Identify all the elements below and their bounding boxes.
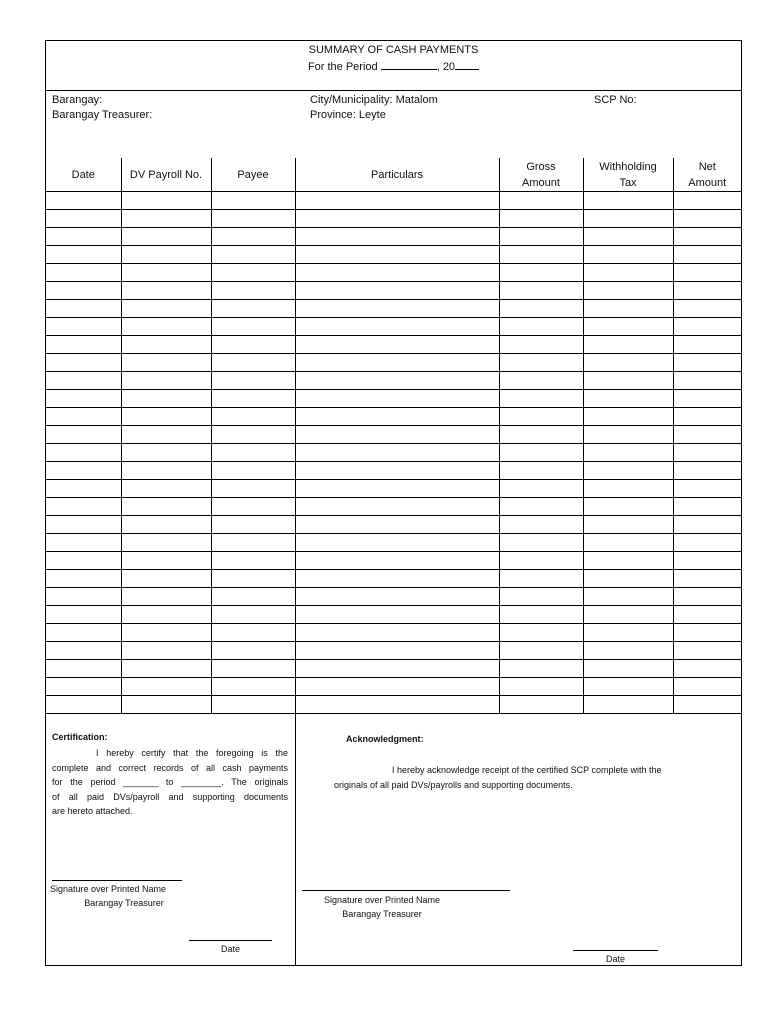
table-cell[interactable]: [295, 444, 499, 462]
table-cell[interactable]: [46, 642, 121, 660]
table-cell[interactable]: [499, 498, 583, 516]
certification-line: are hereto attached.: [52, 806, 133, 816]
treasurer-label: Barangay Treasurer:: [52, 109, 153, 121]
table-cell[interactable]: [583, 480, 673, 498]
table-cell[interactable]: [673, 696, 741, 714]
table-cell[interactable]: [583, 642, 673, 660]
table-cell[interactable]: [121, 408, 211, 426]
table-cell[interactable]: [295, 624, 499, 642]
table-cell[interactable]: [499, 678, 583, 696]
table-cell[interactable]: [583, 354, 673, 372]
table-cell[interactable]: [499, 354, 583, 372]
table-row: [46, 372, 741, 390]
table-cell[interactable]: [673, 606, 741, 624]
table-cell[interactable]: [295, 678, 499, 696]
table-cell[interactable]: [211, 588, 295, 606]
table-cell[interactable]: [295, 696, 499, 714]
table-cell[interactable]: [121, 336, 211, 354]
table-cell[interactable]: [121, 300, 211, 318]
table-row: [46, 660, 741, 678]
table-cell[interactable]: [499, 552, 583, 570]
table-cell[interactable]: [499, 480, 583, 498]
table-cell[interactable]: [499, 588, 583, 606]
table-cell[interactable]: [499, 570, 583, 588]
table-row: [46, 246, 741, 264]
table-row: [46, 462, 741, 480]
table-cell[interactable]: [211, 246, 295, 264]
table-cell[interactable]: [673, 498, 741, 516]
table-cell[interactable]: [295, 336, 499, 354]
certification-date-line[interactable]: [189, 940, 272, 941]
table-cell[interactable]: [499, 192, 583, 210]
table-row: [46, 210, 741, 228]
acknowledgment-date-label: Date: [605, 954, 625, 964]
table-cell[interactable]: [295, 210, 499, 228]
column-header: [583, 158, 673, 192]
table-cell[interactable]: [583, 552, 673, 570]
table-cell[interactable]: [46, 480, 121, 498]
table-cell[interactable]: [211, 282, 295, 300]
table-cell[interactable]: [121, 534, 211, 552]
table-row: [46, 390, 741, 408]
table-cell[interactable]: [295, 660, 499, 678]
table-cell[interactable]: [211, 534, 295, 552]
table-cell[interactable]: [121, 696, 211, 714]
table-cell[interactable]: [211, 462, 295, 480]
table-cell[interactable]: [46, 660, 121, 678]
year-blank[interactable]: [455, 59, 479, 70]
table-cell[interactable]: [295, 300, 499, 318]
table-cell[interactable]: [583, 390, 673, 408]
table-cell[interactable]: [673, 462, 741, 480]
table-cell[interactable]: [211, 390, 295, 408]
table-row: [46, 570, 741, 588]
table-cell[interactable]: [46, 372, 121, 390]
column-header-line1: Withholding: [599, 160, 657, 173]
table-cell[interactable]: [583, 336, 673, 354]
table-cell[interactable]: [295, 282, 499, 300]
table-cell[interactable]: [499, 534, 583, 552]
table-cell[interactable]: [121, 516, 211, 534]
table-cell[interactable]: [295, 534, 499, 552]
treasurer-signature-line[interactable]: [52, 880, 182, 881]
table-cell[interactable]: [499, 282, 583, 300]
period-line: [46, 59, 741, 73]
receiver-signature-label: Signature over Printed Name: [323, 895, 441, 905]
acknowledgment-line: originals of all paid DVs/payrolls and supporting documents.: [334, 779, 573, 790]
table-cell[interactable]: [46, 516, 121, 534]
table-cell[interactable]: [121, 282, 211, 300]
table-cell[interactable]: [499, 336, 583, 354]
table-row: [46, 318, 741, 336]
table-cell[interactable]: [211, 696, 295, 714]
table-cell[interactable]: [46, 228, 121, 246]
table-cell[interactable]: [46, 336, 121, 354]
table-cell[interactable]: [46, 246, 121, 264]
table-cell[interactable]: [673, 354, 741, 372]
table-cell[interactable]: [499, 228, 583, 246]
table-cell[interactable]: [46, 408, 121, 426]
table-cell[interactable]: [121, 462, 211, 480]
table-cell[interactable]: [673, 228, 741, 246]
table-cell[interactable]: [499, 408, 583, 426]
table-cell[interactable]: [121, 210, 211, 228]
table-cell[interactable]: [46, 570, 121, 588]
table-cell[interactable]: [121, 570, 211, 588]
table-cell[interactable]: [121, 192, 211, 210]
table-cell[interactable]: [295, 570, 499, 588]
table-cell[interactable]: [121, 588, 211, 606]
table-cell[interactable]: [499, 516, 583, 534]
table-row: [46, 498, 741, 516]
table-cell[interactable]: [499, 264, 583, 282]
certification-heading: Certification:: [52, 732, 108, 742]
table-cell[interactable]: [499, 444, 583, 462]
table-cell[interactable]: [211, 210, 295, 228]
table-cell[interactable]: [673, 516, 741, 534]
table-cell[interactable]: [295, 552, 499, 570]
table-cell[interactable]: [121, 606, 211, 624]
period-year-prefix: , 20: [436, 61, 456, 73]
table-cell[interactable]: [583, 300, 673, 318]
table-cell[interactable]: [673, 246, 741, 264]
table-cell[interactable]: [211, 498, 295, 516]
column-header: [295, 158, 499, 192]
table-cell[interactable]: [295, 588, 499, 606]
table-cell[interactable]: [295, 408, 499, 426]
table-cell[interactable]: [121, 372, 211, 390]
column-header: [499, 158, 583, 192]
city-label: City/Municipality: Matalom: [310, 94, 438, 106]
treasurer-signature-label: Signature over Printed Name: [50, 884, 167, 894]
table-row: [46, 192, 741, 210]
acknowledgment-date-line[interactable]: [573, 950, 658, 951]
table-row: [46, 624, 741, 642]
table-cell[interactable]: [295, 318, 499, 336]
table-cell[interactable]: [499, 696, 583, 714]
signature-section: [46, 714, 741, 965]
table-cell[interactable]: [211, 660, 295, 678]
table-cell[interactable]: [583, 264, 673, 282]
certification-line: for the period _______ to ________. The originals: [52, 777, 288, 787]
table-cell[interactable]: [673, 480, 741, 498]
table-cell[interactable]: [295, 228, 499, 246]
table-cell[interactable]: [673, 336, 741, 354]
table-cell[interactable]: [211, 372, 295, 390]
table-cell[interactable]: [121, 624, 211, 642]
table-cell[interactable]: [583, 228, 673, 246]
table-cell[interactable]: [583, 570, 673, 588]
table-row: [46, 444, 741, 462]
table-cell[interactable]: [295, 606, 499, 624]
table-cell[interactable]: [499, 426, 583, 444]
table-cell[interactable]: [211, 228, 295, 246]
table-cell[interactable]: [295, 498, 499, 516]
acknowledgment-text: [334, 763, 734, 792]
table-cell[interactable]: [295, 390, 499, 408]
table-cell[interactable]: [583, 192, 673, 210]
table-cell[interactable]: [46, 678, 121, 696]
table-header-row: [46, 158, 741, 192]
table-cell[interactable]: [121, 642, 211, 660]
scp-form: [45, 40, 742, 966]
table-cell[interactable]: [673, 642, 741, 660]
table-cell[interactable]: [499, 642, 583, 660]
table-cell[interactable]: [583, 210, 673, 228]
table-cell[interactable]: [211, 678, 295, 696]
column-header: [211, 158, 295, 192]
table-cell[interactable]: [211, 444, 295, 462]
table-cell[interactable]: [673, 570, 741, 588]
table-cell[interactable]: [121, 426, 211, 444]
table-cell[interactable]: [673, 588, 741, 606]
table-cell[interactable]: [121, 246, 211, 264]
column-header: [673, 158, 741, 192]
table-row: [46, 408, 741, 426]
table-cell[interactable]: [499, 390, 583, 408]
table-cell[interactable]: [499, 462, 583, 480]
barangay-label: Barangay:: [52, 94, 103, 106]
table-cell[interactable]: [673, 426, 741, 444]
table-cell[interactable]: [46, 282, 121, 300]
table-cell[interactable]: [211, 642, 295, 660]
table-cell[interactable]: [499, 372, 583, 390]
column-header-line2: Amount: [688, 176, 727, 189]
form-title: SUMMARY OF CASH PAYMENTS: [308, 44, 479, 56]
receiver-title: Barangay Treasurer: [342, 909, 422, 919]
table-cell[interactable]: [46, 390, 121, 408]
table-cell[interactable]: [211, 192, 295, 210]
table-cell[interactable]: [673, 408, 741, 426]
receiver-signature-line[interactable]: [302, 890, 510, 891]
table-cell[interactable]: [673, 444, 741, 462]
table-row: [46, 480, 741, 498]
table-cell[interactable]: [673, 264, 741, 282]
table-cell[interactable]: [211, 336, 295, 354]
certification-date-label: Date: [220, 944, 240, 954]
table-cell[interactable]: [295, 246, 499, 264]
table-row: [46, 264, 741, 282]
table-cell[interactable]: [121, 390, 211, 408]
table-cell[interactable]: [499, 300, 583, 318]
period-prefix: For the Period: [307, 61, 378, 73]
table-row: [46, 642, 741, 660]
table-cell[interactable]: [46, 210, 121, 228]
table-cell[interactable]: [46, 426, 121, 444]
table-cell[interactable]: [583, 534, 673, 552]
table-cell[interactable]: [583, 408, 673, 426]
table-row: [46, 552, 741, 570]
table-cell[interactable]: [46, 300, 121, 318]
table-cell[interactable]: [46, 606, 121, 624]
table-cell[interactable]: [121, 354, 211, 372]
table-cell[interactable]: [295, 264, 499, 282]
table-row: [46, 678, 741, 696]
section-divider: [295, 714, 296, 965]
table-cell[interactable]: [583, 372, 673, 390]
table-row: [46, 300, 741, 318]
table-cell[interactable]: [211, 354, 295, 372]
table-cell[interactable]: [673, 300, 741, 318]
table-cell[interactable]: [499, 624, 583, 642]
table-cell[interactable]: [211, 624, 295, 642]
table-cell[interactable]: [673, 282, 741, 300]
table-cell[interactable]: [583, 678, 673, 696]
period-blank[interactable]: [381, 59, 437, 70]
header-divider: [46, 90, 741, 91]
table-cell[interactable]: [211, 570, 295, 588]
table-cell[interactable]: [583, 516, 673, 534]
column-header: [46, 158, 121, 192]
column-header-line2: Amount: [522, 176, 560, 189]
table-cell[interactable]: [673, 552, 741, 570]
table-cell[interactable]: [583, 606, 673, 624]
table-cell[interactable]: [46, 534, 121, 552]
table-cell[interactable]: [583, 246, 673, 264]
table-cell[interactable]: [583, 282, 673, 300]
province-label: Province: Leyte: [310, 109, 386, 121]
table-row: [46, 516, 741, 534]
table-cell[interactable]: [295, 462, 499, 480]
table-cell[interactable]: [46, 264, 121, 282]
table-cell[interactable]: [673, 678, 741, 696]
certification-line: of all paid DVs/payroll and supporting documents: [52, 791, 288, 802]
certification-line: I hereby certify that the foregoing is the: [96, 748, 288, 758]
table-cell[interactable]: [211, 300, 295, 318]
table-cell[interactable]: [121, 480, 211, 498]
table-row: [46, 282, 741, 300]
certification-line: complete and correct records of all cash payments: [52, 762, 288, 773]
table-cell[interactable]: [46, 624, 121, 642]
table-cell[interactable]: [673, 660, 741, 678]
table-cell[interactable]: [46, 318, 121, 336]
certification-text: [52, 746, 288, 819]
column-header-line1: DV Payroll No.: [129, 168, 203, 181]
column-header: [121, 158, 211, 192]
column-header-line1: Payee: [237, 168, 269, 181]
table-cell[interactable]: [121, 318, 211, 336]
table-cell[interactable]: [499, 210, 583, 228]
column-header-line1: Gross: [526, 160, 556, 173]
scp-number-label: SCP No:: [594, 94, 637, 106]
table-row: [46, 696, 741, 714]
table-cell[interactable]: [121, 678, 211, 696]
table-row: [46, 606, 741, 624]
acknowledgment-line: I hereby acknowledge receipt of the certified SCP complete with the: [392, 765, 662, 775]
table-cell[interactable]: [499, 606, 583, 624]
table-cell[interactable]: [46, 498, 121, 516]
table-cell[interactable]: [46, 444, 121, 462]
table-cell[interactable]: [295, 372, 499, 390]
table-cell[interactable]: [295, 192, 499, 210]
table-cell[interactable]: [673, 210, 741, 228]
table-cell[interactable]: [121, 552, 211, 570]
treasurer-title: Barangay Treasurer: [84, 898, 164, 908]
table-cell[interactable]: [673, 372, 741, 390]
table-row: [46, 336, 741, 354]
table-cell[interactable]: [121, 228, 211, 246]
table-cell[interactable]: [46, 552, 121, 570]
table-row: [46, 534, 741, 552]
table-cell[interactable]: [583, 462, 673, 480]
table-cell[interactable]: [121, 660, 211, 678]
table-cell[interactable]: [295, 354, 499, 372]
table-cell[interactable]: [121, 444, 211, 462]
table-row: [46, 588, 741, 606]
table-cell[interactable]: [673, 624, 741, 642]
table-cell[interactable]: [211, 606, 295, 624]
table-cell[interactable]: [211, 264, 295, 282]
column-header-line2: Tax: [619, 176, 637, 189]
table-cell[interactable]: [46, 192, 121, 210]
table-cell[interactable]: [295, 426, 499, 444]
table-row: [46, 426, 741, 444]
table-row: [46, 354, 741, 372]
table-cell[interactable]: [673, 192, 741, 210]
table-cell[interactable]: [211, 408, 295, 426]
table-cell[interactable]: [583, 696, 673, 714]
table-cell[interactable]: [499, 660, 583, 678]
table-row: [46, 228, 741, 246]
table-cell[interactable]: [46, 354, 121, 372]
table-cell[interactable]: [673, 534, 741, 552]
table-cell[interactable]: [46, 588, 121, 606]
table-cell[interactable]: [583, 498, 673, 516]
column-header-line1: Net: [698, 160, 716, 173]
table-cell[interactable]: [295, 480, 499, 498]
table-cell[interactable]: [583, 318, 673, 336]
table-cell[interactable]: [211, 552, 295, 570]
table-cell[interactable]: [46, 696, 121, 714]
table-cell[interactable]: [121, 264, 211, 282]
table-body: [46, 192, 741, 714]
table-cell[interactable]: [295, 516, 499, 534]
table-cell[interactable]: [121, 498, 211, 516]
column-header-line1: Particulars: [371, 168, 423, 181]
table-cell[interactable]: [583, 426, 673, 444]
table-cell[interactable]: [673, 318, 741, 336]
table-cell[interactable]: [211, 516, 295, 534]
table-cell[interactable]: [673, 390, 741, 408]
payments-table: [46, 158, 741, 714]
acknowledgment-heading: Acknowledgment:: [346, 734, 424, 744]
table-cell[interactable]: [46, 462, 121, 480]
table-cell[interactable]: [295, 642, 499, 660]
table-cell[interactable]: [583, 624, 673, 642]
table-cell[interactable]: [211, 480, 295, 498]
table-cell[interactable]: [583, 660, 673, 678]
table-cell[interactable]: [211, 426, 295, 444]
table-cell[interactable]: [499, 246, 583, 264]
column-header-line1: Date: [71, 168, 95, 181]
table-cell[interactable]: [583, 444, 673, 462]
table-cell[interactable]: [211, 318, 295, 336]
table-cell[interactable]: [583, 588, 673, 606]
table-cell[interactable]: [499, 318, 583, 336]
